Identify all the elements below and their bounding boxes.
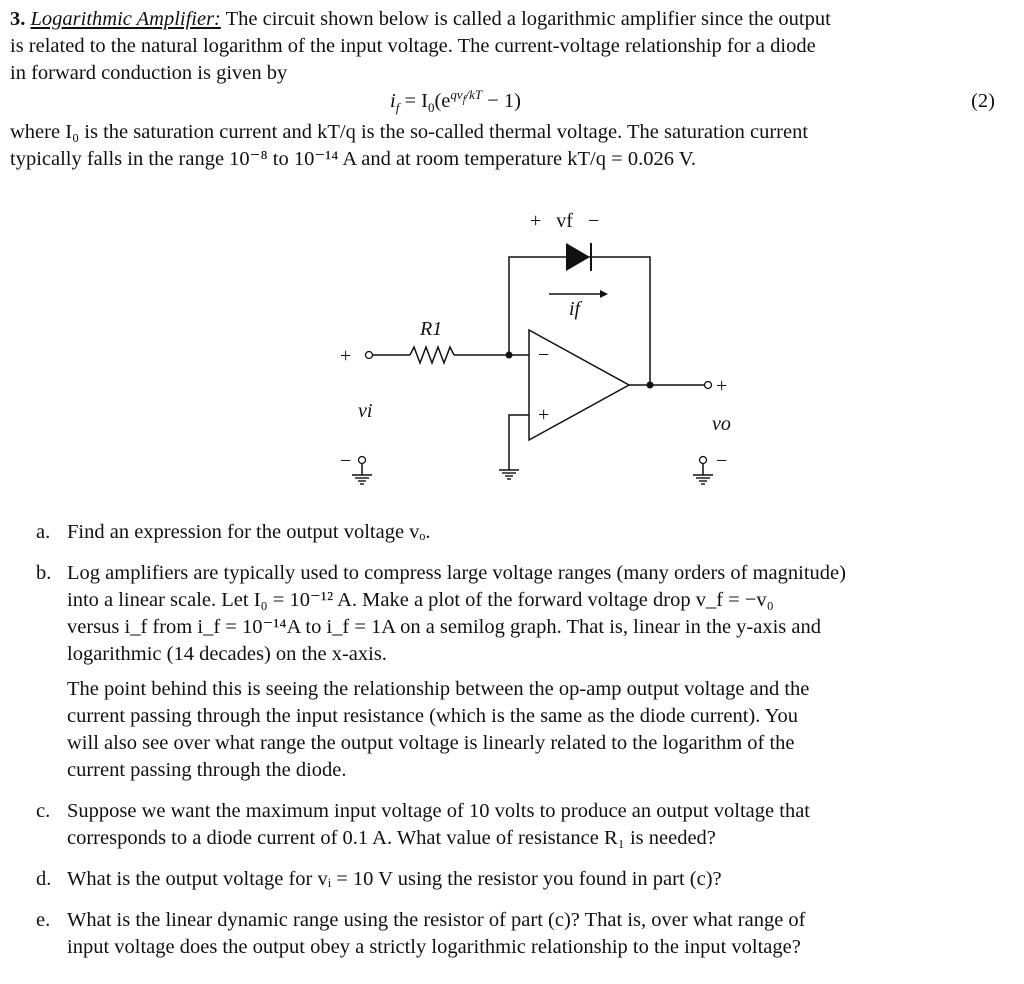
intro-line-3: in forward conduction is given by — [10, 62, 288, 84]
r1-resistor — [410, 347, 454, 363]
ground-icon — [693, 475, 713, 484]
feedback-wire — [509, 257, 650, 385]
input-terminal-plus — [366, 352, 373, 359]
vi-label: vi — [358, 400, 373, 422]
noninverting-wire — [509, 415, 529, 470]
if-label: if — [569, 298, 581, 320]
log-amplifier-circuit — [310, 205, 750, 495]
vo-plus-label: + — [716, 375, 728, 397]
vo-label: vo — [712, 413, 731, 435]
equation-number: (2) — [971, 90, 995, 112]
questions-list — [36, 519, 993, 975]
question-d: d. What is the output voltage for vᵢ = 10 V using the resistor you found in part (c)? — [36, 868, 722, 890]
ground-icon — [499, 470, 519, 479]
problem-after-equation — [10, 119, 995, 173]
intro-line-1: The circuit shown below is called a logarithmic amplifier since the output — [225, 8, 831, 30]
after-eq-line-2: typically falls in the range 10⁻⁸ to 10⁻¹⁴ A and at room temperature kT/q = 0.026 V. — [10, 148, 696, 170]
vo-minus-label: − — [716, 450, 728, 472]
question-b: b. Log amplifiers are typically used to compress large voltage ranges (many orders of magnitude) into a linear scale. Let I₀ = 10⁻¹² A. Make a plot of the forward voltage drop v_f = −v₀ versus i_f from i_f = 10⁻¹⁴A to i_f = 1A on a semilog graph. That is, linear in the y-axis and logarithmic (14 decades) on the x-axis. The point behind this is seeing the relationship between the op-amp output voltage and the current passing through the input resistance (which is the same as the diode current). You will also see over what range the output voltage is linearly related to the logarithm of the current passing through the diode. — [36, 562, 846, 781]
after-eq-line-1: where I₀ is the saturation current and kT/q is the so-called thermal voltage. The saturation current — [10, 121, 809, 143]
output-terminal-plus — [705, 382, 712, 389]
opamp-plus-label: + — [538, 404, 550, 426]
opamp-minus-label: − — [538, 344, 550, 366]
equation-body: $i_f = I_0(e^{qv_f/kT} - 1)$ — [390, 87, 521, 116]
problem-text — [10, 6, 995, 173]
diode — [566, 243, 590, 271]
question-e: e. What is the linear dynamic range using the resistor of part (c)? That is, over what range of input voltage does the output obey a strictly logarithmic relationship to the input voltage? — [36, 909, 806, 958]
diode-equation — [10, 87, 995, 119]
intro-line-2: is related to the natural logarithm of the input voltage. The current-voltage relationship for a diode — [10, 35, 816, 57]
r1-label: R1 — [420, 318, 443, 340]
ground-icon — [352, 475, 372, 484]
problem-intro — [10, 6, 995, 87]
problem-title: Logarithmic Amplifier: — [30, 8, 221, 30]
question-a: a. Find an expression for the output voltage vₒ. — [36, 521, 431, 543]
junction-dot — [506, 352, 513, 359]
vi-minus-label: − — [340, 450, 352, 472]
input-terminal-minus — [359, 457, 366, 464]
vi-plus-label: + — [340, 345, 352, 367]
junction-dot — [647, 382, 654, 389]
problem-number: 3. — [10, 8, 26, 30]
question-c: c. Suppose we want the maximum input voltage of 10 volts to produce an output voltage that corresponds to a diode current of 0.1 A. What value of resistance R₁ is needed? — [36, 800, 810, 849]
output-terminal-minus — [700, 457, 707, 464]
vf-label: + vf − — [530, 210, 600, 232]
